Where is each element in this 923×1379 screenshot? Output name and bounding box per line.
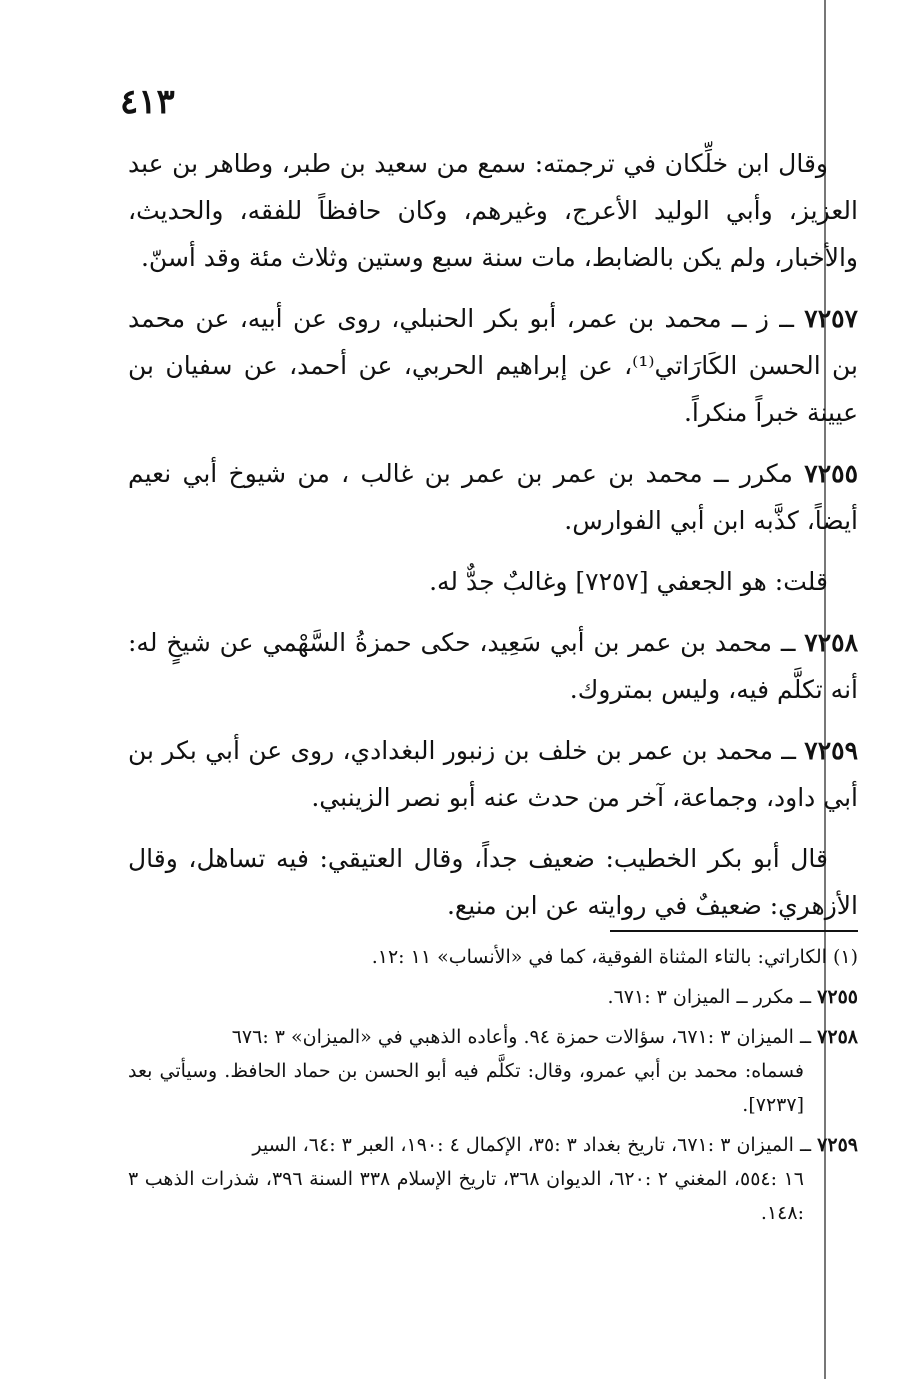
footnote-7259 bbox=[128, 1128, 858, 1230]
entry-text: مكرر ــ محمد بن عمر بن عمر بن غالب ، من شيوخ أبي نعيم أيضاً، كذَّبه ابن أبي الفوارس. bbox=[128, 459, 858, 535]
footnote-7255 bbox=[128, 980, 858, 1014]
page-number: ٤١٣ bbox=[120, 82, 175, 122]
footnote-7258 bbox=[128, 1020, 858, 1122]
entry-text: ــ محمد بن عمر بن أبي سَعِيد، حكى حمزةُ السَّهْمي عن شيخٍ له: أنه تكلَّم فيه، وليس بمتروك. bbox=[128, 628, 858, 704]
paragraph-quote bbox=[128, 835, 858, 929]
footnote-lead: ٧٢٥٩ bbox=[817, 1134, 858, 1156]
entry-number: ٧٢٥٥ bbox=[804, 459, 858, 488]
paragraph-text: قلت: هو الجعفي [٧٢٥٧] وغالبٌ جدٌّ له. bbox=[429, 567, 828, 596]
entry-text: ــ ز ــ محمد بن عمر، أبو بكر الحنبلي، روى عن أبيه، عن محمد بن الحسن الكَارَاتي⁽¹⁾، عن إبراهيم الحربي، عن أحمد، عن سفيان بن عيينة خبراً منكراً. bbox=[128, 304, 858, 427]
footnote-text: ــ الميزان ٣ :٦٧١، سؤالات حمزة ٩٤. وأعاده الذهبي في «الميزان» ٣ :٦٧٦ bbox=[231, 1026, 812, 1048]
footnote-continuation: فسماه: محمد بن أبي عمرو، وقال: تكلَّم فيه أبو الحسن بن حماد الحافظ. وسيأتي بعد [٧٢٣٧]. bbox=[128, 1060, 804, 1116]
entry-number: ٧٢٥٩ bbox=[804, 736, 858, 765]
paragraph-intro bbox=[128, 140, 858, 281]
footnote-lead: ٧٢٥٨ bbox=[817, 1026, 858, 1048]
footnotes bbox=[128, 940, 858, 1236]
entry-7255 bbox=[128, 450, 858, 544]
footnote-text: ــ الميزان ٣ :٦٧١، تاريخ بغداد ٣ :٣٥، الإكمال ٤ :١٩٠، العبر ٣ :٦٤، السير bbox=[252, 1134, 812, 1156]
footnote-lead: ٧٢٥٥ bbox=[817, 986, 858, 1008]
footnote-separator bbox=[610, 930, 858, 932]
paragraph-text: قال أبو بكر الخطيب: ضعيف جداً، وقال العتيقي: فيه تساهل، وقال الأزهري: ضعيفٌ في روايته عن ابن منيع. bbox=[128, 844, 858, 920]
entry-number: ٧٢٥٧ bbox=[804, 304, 858, 333]
footnote-text: الكاراتي: بالتاء المثناة الفوقية، كما في «الأنساب» ١١ :١٢. bbox=[371, 946, 827, 968]
entry-7258 bbox=[128, 619, 858, 713]
footnote-lead: (١) bbox=[832, 946, 858, 968]
entry-7259 bbox=[128, 727, 858, 821]
paragraph-text: وقال ابن خلِّكان في ترجمته: سمع من سعيد بن طبر، وطاهر بن عبد العزيز، وأبي الوليد الأعرج، وغيرهم، وكان حافظاً للفقه، والحديث، والأخبار، ولم يكن بالضابط، مات سنة سبع وستين وثلاث مئة وقد أسنّ. bbox=[128, 149, 858, 272]
footnote-continuation: ١٦ :٥٥٤، المغني ٢ :٦٢٠، الديوان ٣٦٨، تاريخ الإسلام ٣٣٨ السنة ٣٩٦، شذرات الذهب ٣ :١٤٨. bbox=[128, 1168, 804, 1224]
paragraph-comment bbox=[128, 558, 858, 605]
entry-7257 bbox=[128, 295, 858, 436]
footnote-text: ــ مكرر ــ الميزان ٣ :٦٧١. bbox=[607, 986, 812, 1008]
entry-number: ٧٢٥٨ bbox=[804, 628, 858, 657]
footnote-1 bbox=[128, 940, 858, 974]
main-text bbox=[128, 140, 858, 943]
entry-text: ــ محمد بن عمر بن خلف بن زنبور البغدادي، روى عن أبي بكر بن أبي داود، وجماعة، آخر من حدث عنه أبو نصر الزينبي. bbox=[128, 736, 858, 812]
